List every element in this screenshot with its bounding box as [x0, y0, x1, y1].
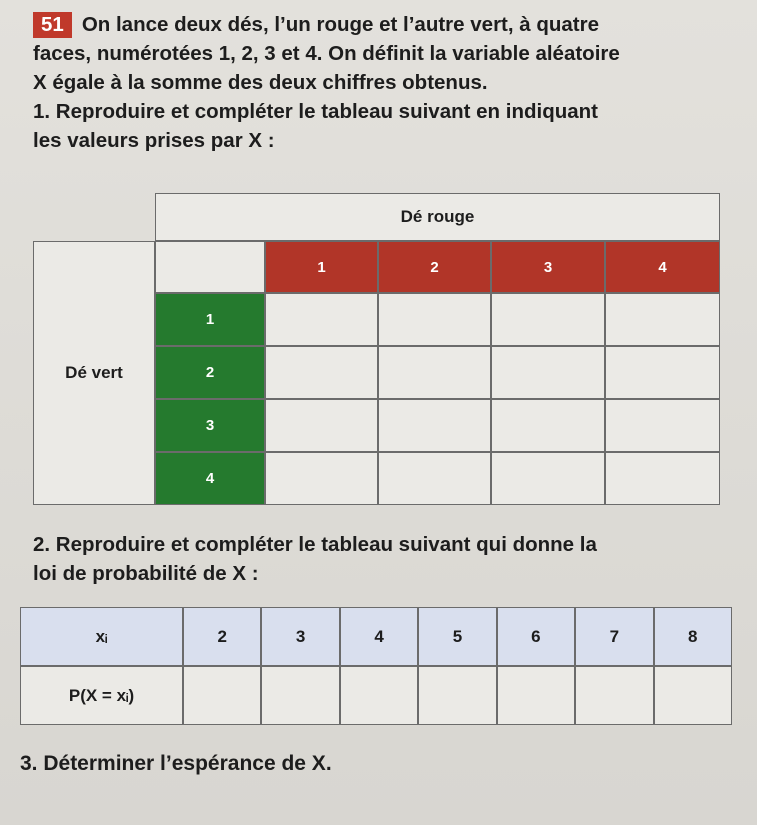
xi-value: 6 [497, 607, 575, 666]
xi-value: 8 [654, 607, 732, 666]
xi-value: 5 [418, 607, 496, 666]
probability-cell [497, 666, 575, 725]
probability-cell [340, 666, 418, 725]
header-de-vert: Dé vert [33, 241, 155, 505]
sum-cell [605, 452, 720, 505]
sum-cell [265, 399, 378, 452]
probability-cell [183, 666, 261, 725]
sum-cell [378, 346, 491, 399]
sum-cell [378, 399, 491, 452]
exercise-statement [33, 10, 738, 155]
exercise-number: 51 [33, 12, 72, 38]
xi-value: 4 [340, 607, 418, 666]
xi-value: 7 [575, 607, 653, 666]
xi-value: 3 [261, 607, 339, 666]
sum-cell [265, 346, 378, 399]
red-header-4: 4 [605, 241, 720, 293]
intro-line-1: 51 On lance deux dés, l’un rouge et l’autre vert, à quatre [33, 10, 738, 39]
sum-cell [605, 346, 720, 399]
probability-cell [261, 666, 339, 725]
question-2 [33, 530, 738, 588]
intro-line-3: X égale à la somme des deux chiffres obtenus. [33, 71, 488, 94]
sum-cell [491, 399, 605, 452]
green-header-3: 3 [155, 399, 265, 452]
probability-label: P(X = xᵢ) [20, 666, 183, 725]
xi-value: 2 [183, 607, 261, 666]
sum-cell [491, 346, 605, 399]
probability-cell [418, 666, 496, 725]
sum-cell [605, 399, 720, 452]
sum-cell [605, 293, 720, 346]
green-header-2: 2 [155, 346, 265, 399]
sum-cell [265, 293, 378, 346]
xi-label: xᵢ [20, 607, 183, 666]
question-1-line-2: les valeurs prises par X : [33, 129, 275, 152]
green-header-1: 1 [155, 293, 265, 346]
question-2-line-2: loi de probabilité de X : [33, 562, 259, 585]
sum-cell [378, 452, 491, 505]
sum-cell [378, 293, 491, 346]
question-1-line-1: 1. Reproduire et compléter le tableau suivant en indiquant [33, 100, 599, 123]
sum-cell [491, 293, 605, 346]
probability-cell [575, 666, 653, 725]
sum-cell [265, 452, 378, 505]
red-header-3: 3 [491, 241, 605, 293]
question-3: 3. Déterminer l’espérance de X. [20, 752, 332, 775]
red-header-2: 2 [378, 241, 491, 293]
probability-cell [654, 666, 732, 725]
sum-table [33, 193, 720, 505]
question-2-line-1: 2. Reproduire et compléter le tableau suivant qui donne la [33, 533, 597, 556]
probability-table [20, 607, 732, 725]
intro-line-2: faces, numérotées 1, 2, 3 et 4. On définit la variable aléatoire [33, 42, 620, 65]
corner-cell [155, 241, 265, 293]
red-header-1: 1 [265, 241, 378, 293]
green-header-4: 4 [155, 452, 265, 505]
header-de-rouge: Dé rouge [155, 193, 720, 241]
sum-cell [491, 452, 605, 505]
